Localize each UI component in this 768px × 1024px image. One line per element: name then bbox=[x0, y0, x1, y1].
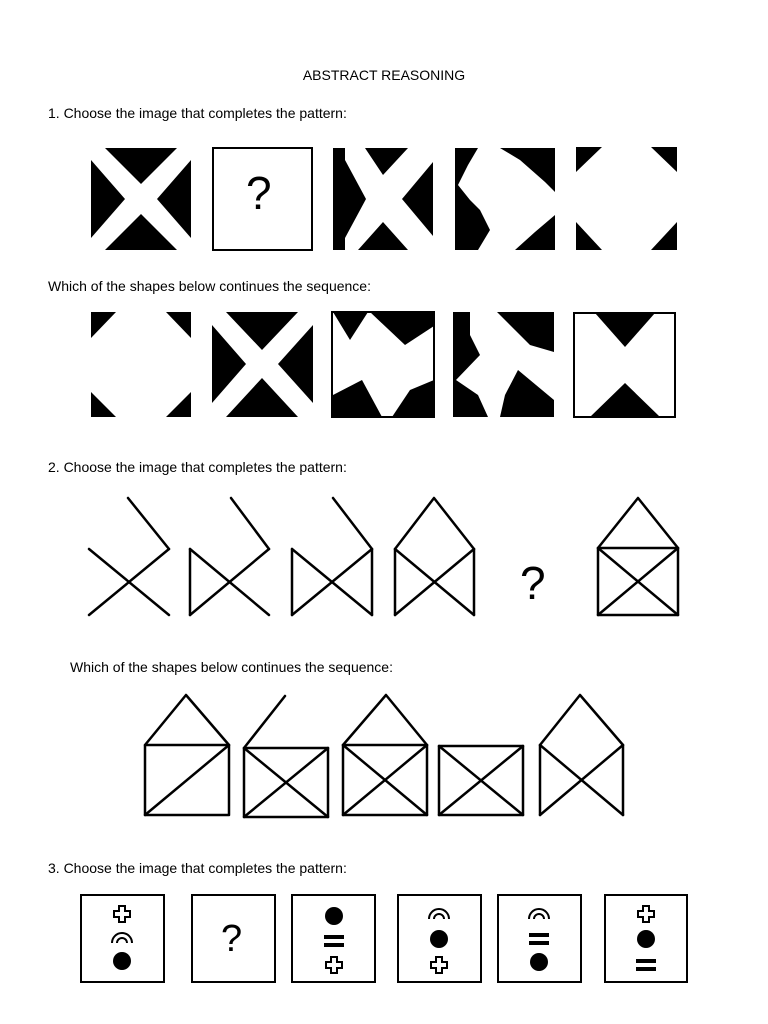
q3-tile-1 bbox=[81, 895, 164, 982]
q3-tile-4 bbox=[398, 895, 481, 982]
dot-symbol-icon bbox=[637, 930, 655, 948]
question-3-prompt: 3. Choose the image that completes the pattern: bbox=[48, 860, 347, 876]
q3-tile-3 bbox=[292, 895, 375, 982]
question-2-followup: Which of the shapes below continues the sequence: bbox=[70, 659, 393, 675]
q3-missing-mark: ? bbox=[221, 918, 243, 960]
question-2-prompt: 2. Choose the image that completes the pattern: bbox=[48, 459, 347, 475]
dot-symbol-icon bbox=[325, 907, 343, 925]
question-1-prompt: 1. Choose the image that completes the pattern: bbox=[48, 105, 347, 121]
q3-tile-6 bbox=[605, 895, 687, 982]
q2-missing-mark: ? bbox=[520, 557, 546, 609]
q3-tile-5 bbox=[498, 895, 581, 982]
page-title: ABSTRACT REASONING bbox=[302, 67, 466, 83]
dot-symbol-icon bbox=[113, 952, 131, 970]
dot-symbol-icon bbox=[430, 930, 448, 948]
question-1-followup: Which of the shapes below continues the sequence: bbox=[48, 278, 371, 294]
dot-symbol-icon bbox=[530, 953, 548, 971]
q1-missing-mark: ? bbox=[246, 167, 272, 219]
